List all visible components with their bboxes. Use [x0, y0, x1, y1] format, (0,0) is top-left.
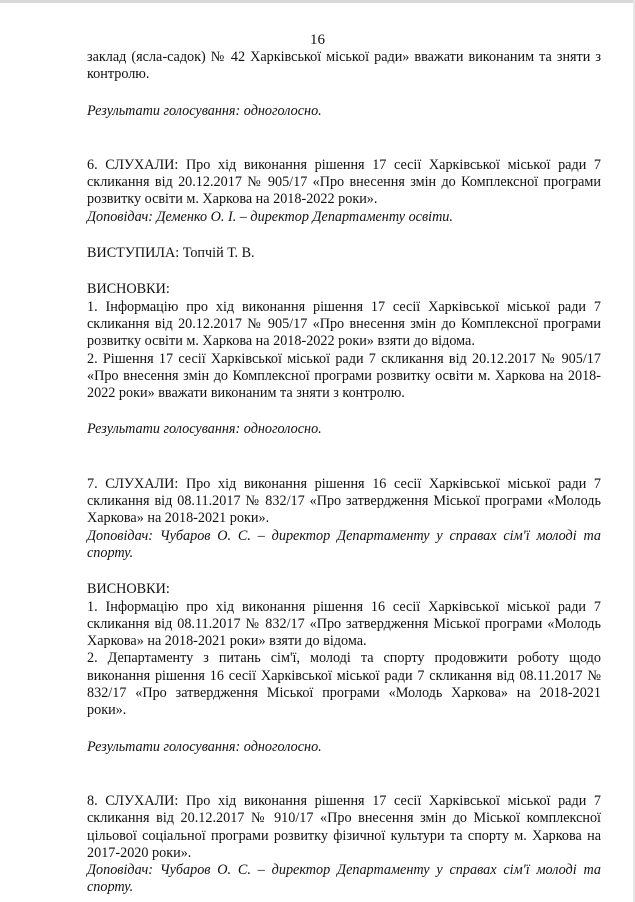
item-7-conclusions-title: ВИСНОВКИ:: [87, 581, 170, 598]
item-6-conclusion-2: 2. Рішення 17 сесії Харківської міської ради 7 скликання від 20.12.2017 № 905/17 «Про внесення змін до Комплексної програми розвитку освіти м. Харкова на 2018-2022 роки» вважати виконаним та зняти з контролю.: [87, 350, 601, 402]
page-number: 16: [310, 32, 325, 48]
vote-result-1: Результати голосування: одноголосно.: [87, 102, 322, 119]
item-6-conclusions-title: ВИСНОВКИ:: [87, 281, 170, 298]
scan-top-edge: [0, 0, 635, 3]
item-6-speaker: Доповідач: Деменко О. І. – директор Департаменту освіти.: [87, 208, 453, 225]
item-6-heard: 6. СЛУХАЛИ: Про хід виконання рішення 17 сесії Харківської міської ради 7 скликання від 20.12.2017 № 905/17 «Про внесення змін до Комплексної програми розвитку освіти м. Харкова на 2018-2022 роки».: [87, 156, 601, 208]
item-7-conclusion-2: 2. Департаменту з питань сім'ї, молоді та спорту продовжити роботу щодо виконання рішення 16 сесії Харківської міської ради 7 скликання від 08.11.2017 № 832/17 «Про затвердження Міської програми «Молодь Харкова» на 2018-2021 роки».: [87, 650, 601, 719]
document-body: [87, 49, 601, 897]
item-6-conclusion-1: 1. Інформацію про хід виконання рішення 17 сесії Харківської міської ради 7 скликання від 20.12.2017 № 905/17 «Про внесення змін до Комплексної програми розвитку освіти м. Харкова на 2018-2022 роки» взяти до відома.: [87, 298, 601, 350]
item-6-spoke: ВИСТУПИЛА: Топчій Т. В.: [87, 245, 255, 262]
vote-result-2: Результати голосування: одноголосно.: [87, 421, 322, 438]
item-7-conclusion-1: 1. Інформацію про хід виконання рішення 16 сесії Харківської міської ради 7 скликання від 08.11.2017 № 832/17 «Про затвердження Міської програми «Молодь Харкова» на 2018-2021 роки» взяти до відома.: [87, 598, 601, 650]
item-8-speaker: Доповідач: Чубаров О. С. – директор Департаменту у справах сім'ї молоді та спорту.: [87, 862, 601, 896]
item-7-speaker: Доповідач: Чубаров О. С. – директор Департаменту у справах сім'ї молоді та спорту.: [87, 527, 601, 561]
item-8-heard: 8. СЛУХАЛИ: Про хід виконання рішення 17 сесії Харківської міської ради 7 скликання від 20.12.2017 № 910/17 «Про внесення змін до Міської комплексної цільової соціальної програми розвитку фізичної культури та спорту м. Харкова на 2017-2020 роки».: [87, 792, 601, 861]
previous-item-tail: заклад (ясла-садок) № 42 Харківської міської ради» вважати виконаним та зняти з контролю.: [87, 49, 601, 83]
item-7-heard: 7. СЛУХАЛИ: Про хід виконання рішення 16 сесії Харківської міської ради 7 скликання від 08.11.2017 № 832/17 «Про затвердження Міської програми «Молодь Харкова» на 2018-2021 роки».: [87, 475, 601, 527]
vote-result-3: Результати голосування: одноголосно.: [87, 738, 322, 755]
